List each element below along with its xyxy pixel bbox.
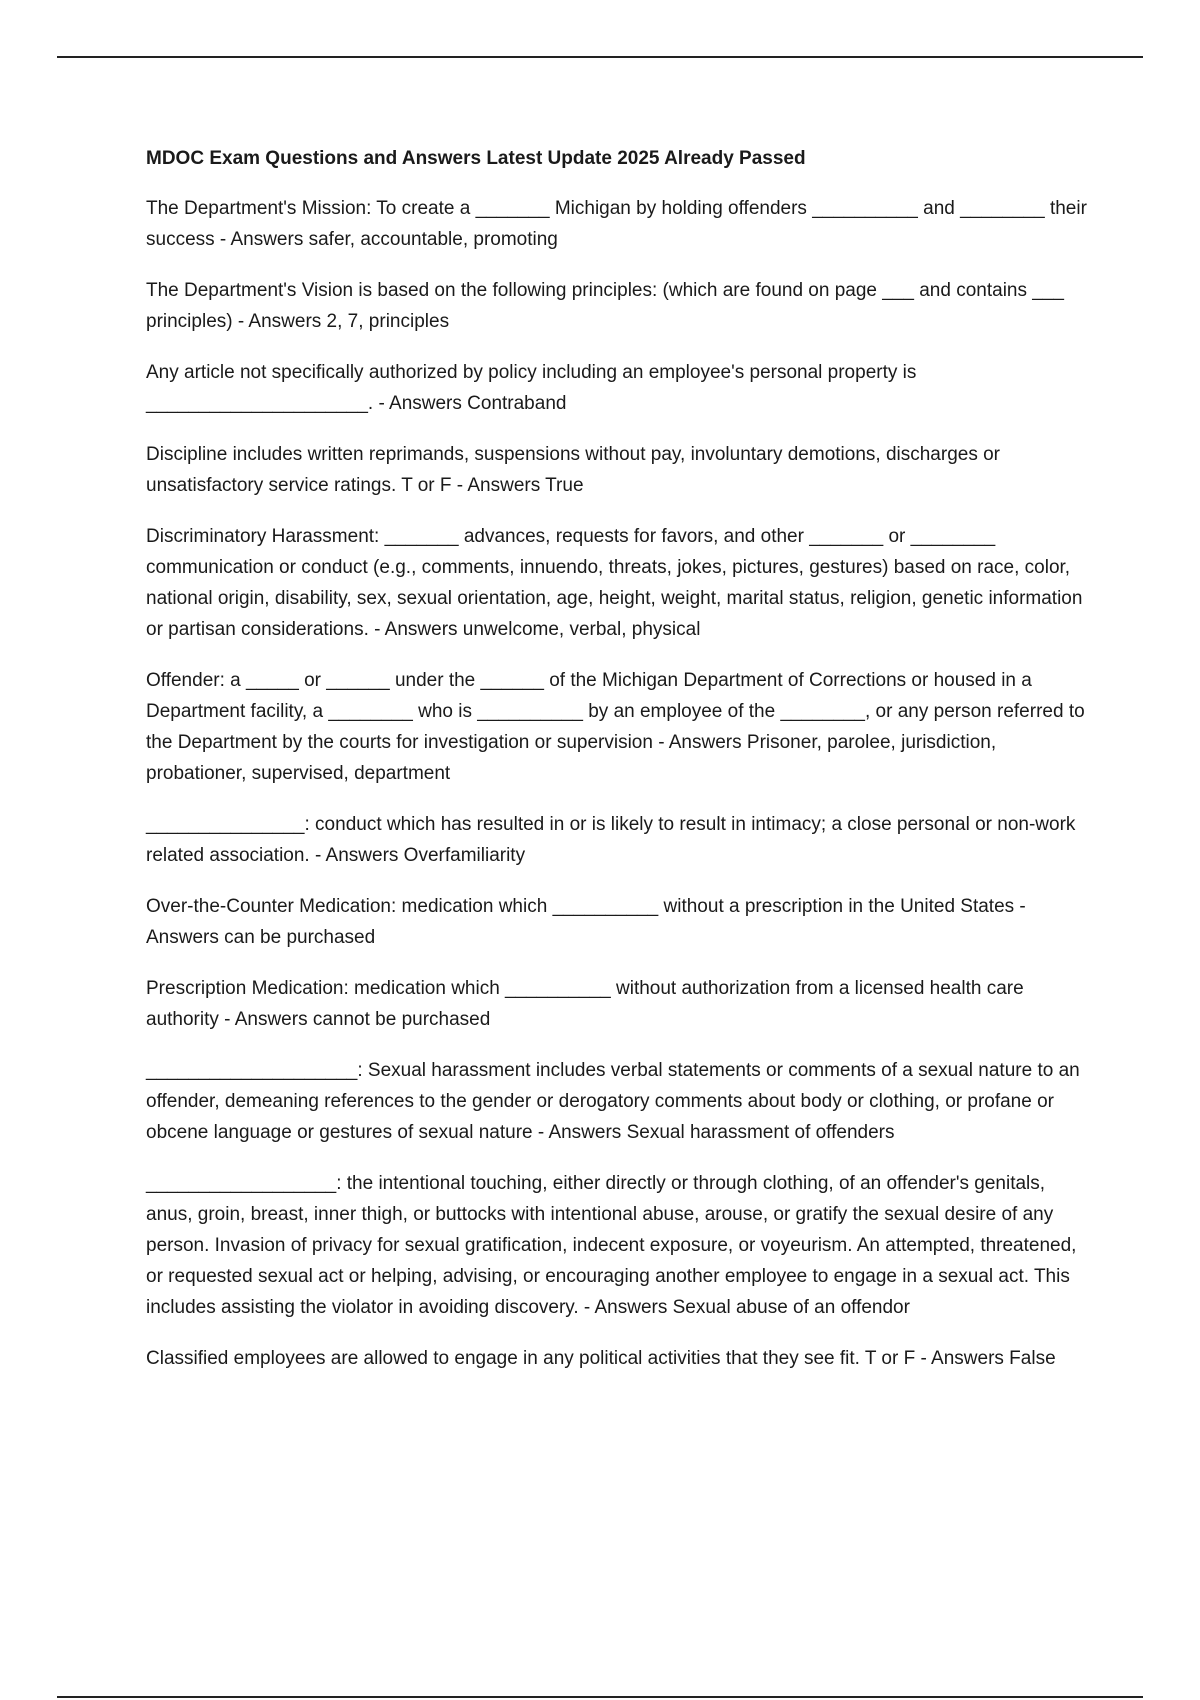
qa-item-sexual-abuse: __________________: the intentional touching, either directly or through clothing, of an offender's genitals, anus, groin, breast, inner thigh, or buttocks with intentional abuse, arouse, or gratify the sexual desire of any person. Invasion of privacy for sexual gratification, indecent exposure, or voyeurism. An attempted, threatened, or requested sexual act or helping, advising, or encouraging another employee to engage in a sexual act. This includes assisting the violator in avoiding discovery. - Answers Sexual abuse of an offendor	[146, 1173, 1077, 1318]
qa-item-contraband: Any article not specifically authorized by policy including an employee's personal property is _____________________. - Answers Contraband	[146, 362, 917, 414]
document-body	[146, 143, 1092, 1394]
qa-item-prescription-medication: Prescription Medication: medication which __________ without authorization from a licensed health care authority - Answers cannot be purchased	[146, 978, 1024, 1030]
qa-item-vision: The Department's Vision is based on the following principles: (which are found on page ___ and contains ___ principles) - Answers 2, 7, principles	[146, 280, 1064, 332]
qa-item-overfamiliarity: _______________: conduct which has resulted in or is likely to result in intimacy; a close personal or non-work related association. - Answers Overfamiliarity	[146, 814, 1076, 866]
document-title: MDOC Exam Questions and Answers Latest Update 2025 Already Passed	[146, 148, 806, 169]
qa-item-political-activities: Classified employees are allowed to engage in any political activities that they see fit. T or F - Answers False	[146, 1348, 1056, 1369]
footer-rule	[57, 1696, 1143, 1698]
qa-item-offender: Offender: a _____ or ______ under the ______ of the Michigan Department of Corrections or housed in a Department facility, a ________ who is __________ by an employee of the ________, or any person referred to the Department by the courts for investigation or supervision - Answers Prisoner, parolee, jurisdiction, probationer, supervised, department	[146, 670, 1085, 784]
header-rule	[57, 56, 1143, 58]
qa-item-discipline: Discipline includes written reprimands, suspensions without pay, involuntary demotions, discharges or unsatisfactory service ratings. T or F - Answers True	[146, 444, 1001, 496]
qa-item-sexual-harassment: ____________________: Sexual harassment includes verbal statements or comments of a sexual nature to an offender, demeaning references to the gender or derogatory comments about body or clothing, or profane or obcene language or gestures of sexual nature - Answers Sexual harassment of offenders	[146, 1060, 1080, 1143]
qa-item-mission: The Department's Mission: To create a _______ Michigan by holding offenders __________ and ________ their success - Answers safer, accountable, promoting	[146, 198, 1087, 250]
qa-item-discriminatory-harassment: Discriminatory Harassment: _______ advances, requests for favors, and other _______ or ________ communication or conduct (e.g., comments, innuendo, threats, jokes, pictures, gestures) based on race, color, national origin, disability, sex, sexual orientation, age, height, weight, marital status, religion, genetic information or partisan considerations. - Answers unwelcome, verbal, physical	[146, 526, 1083, 640]
qa-item-otc-medication: Over-the-Counter Medication: medication which __________ without a prescription in the United States - Answers can be purchased	[146, 896, 1026, 948]
qa-list	[146, 193, 1092, 1374]
